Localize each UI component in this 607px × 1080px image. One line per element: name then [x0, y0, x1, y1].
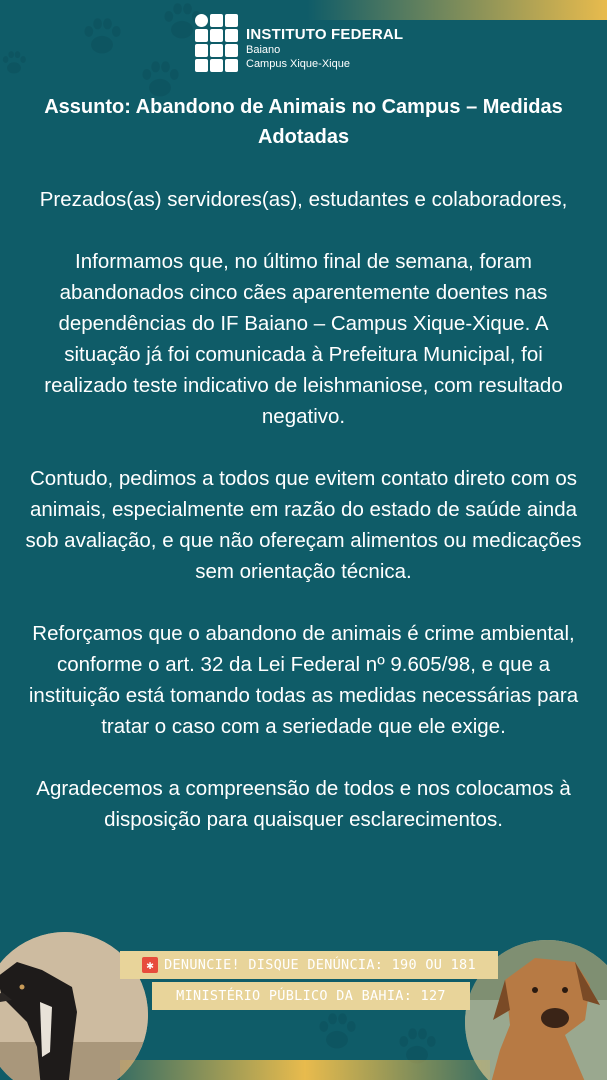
logo-title: INSTITUTO FEDERAL [246, 26, 404, 43]
notice-body [20, 184, 587, 866]
greeting-paragraph: Prezados(as) servidores(as), estudantes e colaboradores, [39, 188, 568, 211]
paw-print-icon [0, 45, 28, 81]
logo-mark-icon [195, 14, 238, 72]
closing-paragraph: Agradecemos a compreensão de todos e nos colocamos à disposição para quaisquer esclarecimentos. [36, 777, 571, 831]
paw-print-icon [315, 1010, 359, 1054]
subject-heading: Assunto: Abandono de Animais no Campus – Medidas Adotadas [44, 96, 563, 148]
bottom-accent-bar [120, 1060, 490, 1080]
paw-print-icon [80, 15, 124, 59]
report-hotline-banner [120, 951, 498, 979]
request-paragraph: Contudo, pedimos a todos que evitem contato direto com os animais, especialmente em razão do estado de saúde ainda sob avaliação, e que não ofereçam alimentos ou medicações sem orientação técnica. [25, 467, 582, 583]
report-hotline-text: DENUNCIE! DISQUE DENÚNCIA: 190 OU 181 [164, 957, 476, 973]
institution-logo [195, 14, 403, 72]
logo-campus: Campus Xique-Xique [246, 58, 350, 70]
public-ministry-banner [152, 982, 470, 1010]
logo-subtitle: Baiano [246, 44, 281, 56]
public-ministry-text: MINISTÉRIO PÚBLICO DA BAHIA: 127 [176, 988, 446, 1004]
siren-icon: ✱ [142, 957, 158, 973]
info-paragraph: Informamos que, no último final de semana, foram abandonados cinco cães aparentemente doentes nas dependências do IF Baiano – Campus Xique-Xique. A situação já foi comunicada à Prefeitura Municipal, foi realizado teste indicativo de leishmaniose, com resultado negativo. [44, 250, 563, 428]
legal-paragraph: Reforçamos que o abandono de animais é crime ambiental, conforme o art. 32 da Lei Federal nº 9.605/98, e que a instituição está tomando todas as medidas necessárias para tratar o caso com a seriedade que ele exige. [28, 622, 579, 738]
